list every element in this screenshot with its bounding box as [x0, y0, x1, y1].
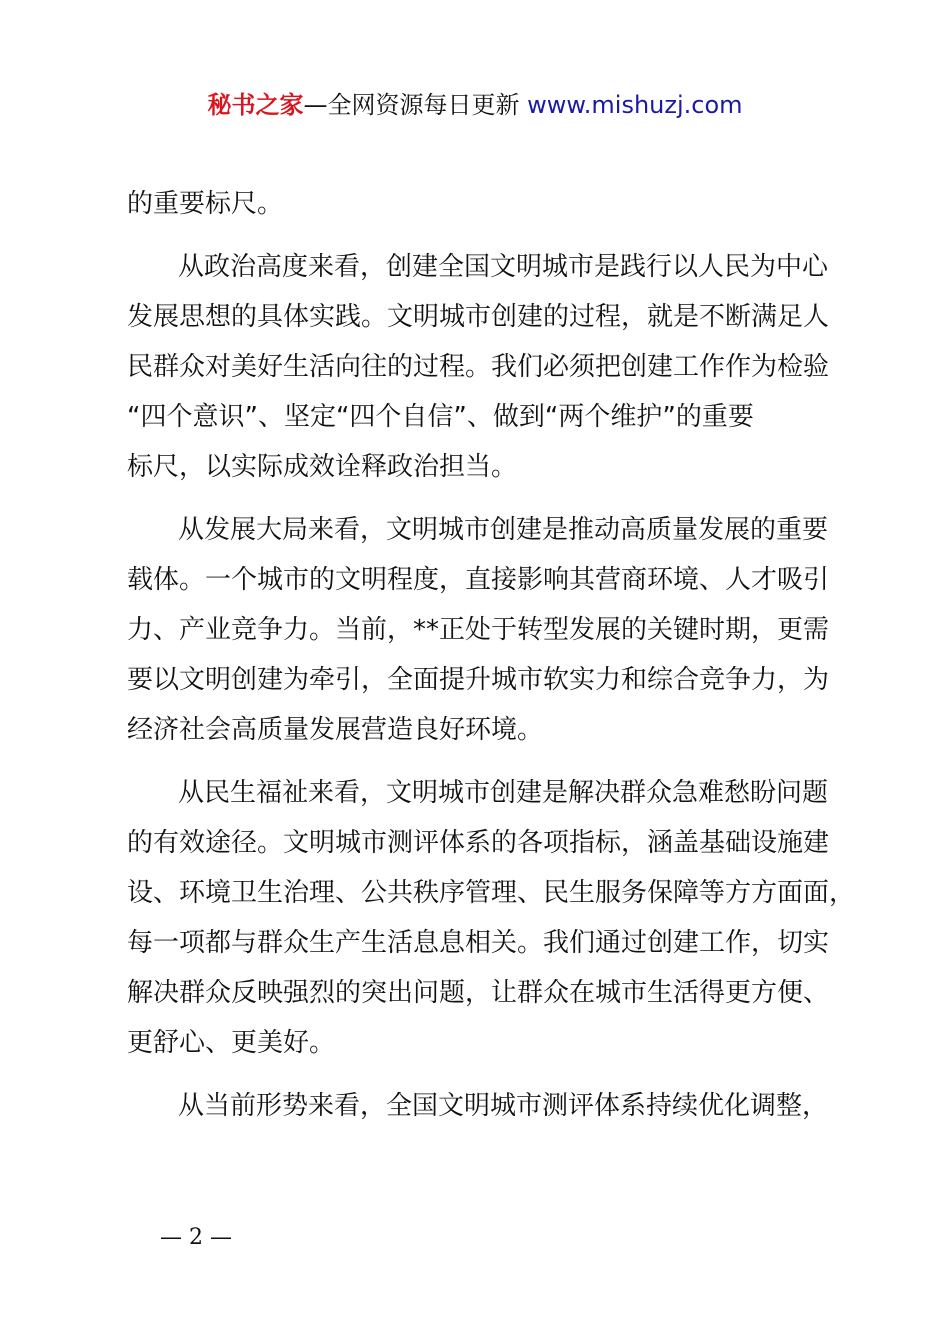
body-line: 设、环境卫生治理、公共秩序管理、民生服务保障等方方面面， [127, 878, 856, 908]
body-line: 从发展大局来看，文明城市创建是推动高质量发展的重要 [178, 515, 829, 545]
site-header [0, 88, 950, 122]
body-line: 从当前形势来看，全国文明城市测评体系持续优化调整， [178, 1091, 829, 1121]
page-number: — 2 — [160, 1225, 232, 1250]
body-line: 从政治高度来看，创建全国文明城市是践行以人民为中心 [178, 252, 829, 282]
body-line: 载体。一个城市的文明程度，直接影响其营商环境、人才吸引 [127, 565, 830, 595]
body-line: 的有效途径。文明城市测评体系的各项指标，涵盖基础设施建 [127, 828, 830, 858]
body-line: 发展思想的具体实践。文明城市创建的过程，就是不断满足人 [127, 302, 830, 332]
body-line: 更舒心、更美好。 [127, 1028, 336, 1058]
body-line: 民群众对美好生活向往的过程。我们必须把创建工作作为检验 [127, 352, 830, 382]
header-tagline: —全网资源每日更新 [303, 91, 528, 119]
body-line: 的重要标尺。 [127, 189, 284, 219]
body-line: 从民生福祉来看，文明城市创建是解决群众急难愁盼问题 [178, 778, 829, 808]
body-line: 要以文明创建为牵引，全面提升城市软实力和综合竞争力，为 [127, 665, 830, 695]
body-line: “四个意识”、坚定“四个自信”、做到“两个维护”的重要 [127, 402, 754, 432]
body-line: 解决群众反映强烈的突出问题，让群众在城市生活得更方便、 [127, 978, 830, 1008]
header-brand: 秘书之家 [207, 91, 304, 119]
header-url-link[interactable]: www.mishuzj.com [527, 91, 743, 119]
body-line: 标尺，以实际成效诠释政治担当。 [127, 452, 518, 482]
body-line: 力、产业竞争力。当前，**正处于转型发展的关键时期，更需 [127, 615, 830, 645]
body-line: 每一项都与群众生产生活息息相关。我们通过创建工作，切实 [127, 928, 830, 958]
body-line: 经济社会高质量发展营造良好环境。 [127, 715, 544, 745]
